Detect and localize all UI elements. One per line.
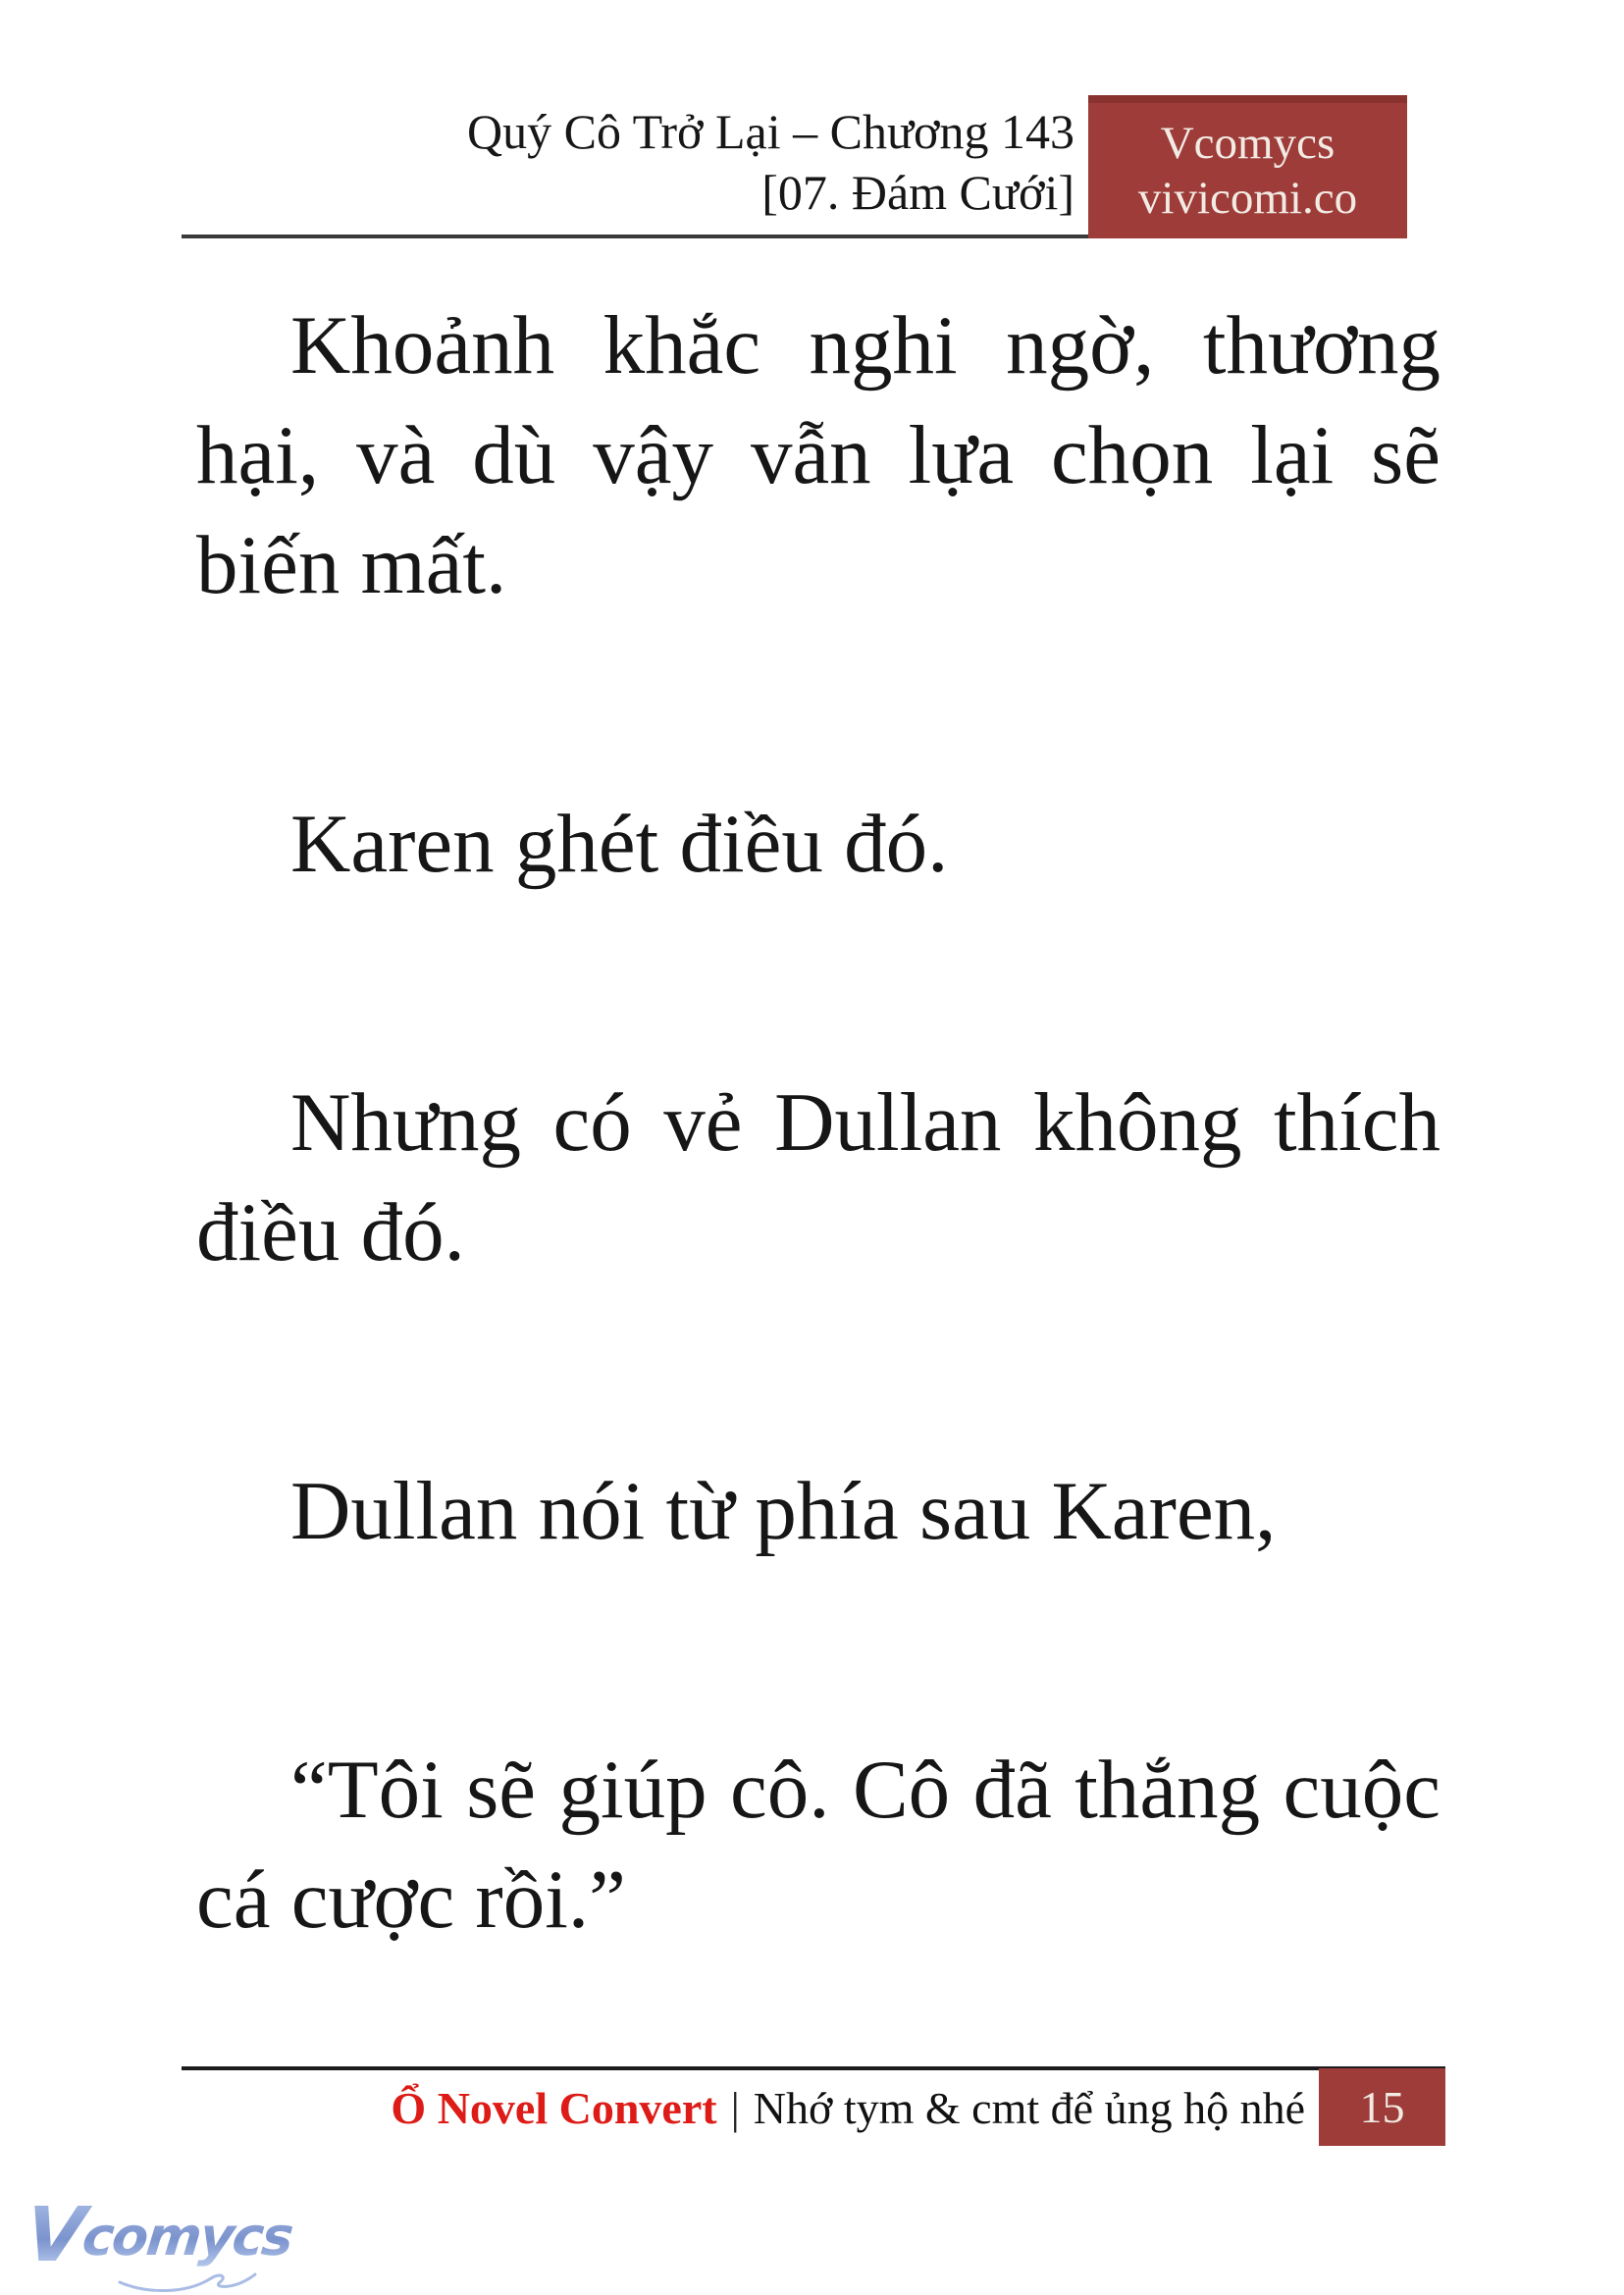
paragraph [196, 290, 1441, 620]
paragraph-line: cá cược rồi.” [196, 1853, 626, 1946]
paragraph [196, 789, 1441, 899]
brand-site: vivicomi.co [1137, 173, 1358, 224]
watermark-initial: V [21, 2191, 88, 2279]
chapter-title: Quý Cô Trở Lại – Chương 143 [467, 104, 1074, 159]
footer-message: Nhớ tym & cmt để ủng hộ nhé [753, 2083, 1305, 2133]
footer-separator: | [730, 2083, 740, 2133]
paragraph-line: hại, và dù vậy vẫn lựa chọn lại sẽ [196, 409, 1441, 501]
chapter-subtitle: [07. Đám Cưới] [761, 165, 1074, 220]
footer-brand: Ổ Novel Convert [391, 2083, 717, 2133]
chapter-header [467, 101, 1074, 223]
paragraph [196, 1456, 1441, 1566]
paragraph-line: Dullan nói từ phía sau Karen, [290, 1465, 1277, 1557]
vcomycs-watermark-logo [21, 2191, 295, 2279]
paragraph-line: Khoảnh khắc nghi ngờ, thương [290, 299, 1441, 391]
paragraph-line: “Tôi sẽ giúp cô. Cô đã thắng cuộc [290, 1744, 1441, 1836]
paragraph-line: Nhưng có vẻ Dullan không thích [290, 1076, 1441, 1169]
brand-name: Vcomycs [1160, 118, 1336, 169]
page-number: 15 [1359, 2082, 1405, 2132]
page-number-badge [1319, 2068, 1445, 2146]
paragraph-line: điều đó. [196, 1186, 465, 1278]
paragraph-line: biến mất. [196, 519, 507, 611]
footer-divider [182, 2066, 1445, 2070]
paragraph-line: Karen ghét điều đó. [290, 798, 949, 890]
watermark-swash-icon [118, 2265, 275, 2294]
paragraph [196, 1735, 1441, 1955]
footer-credit [391, 2080, 1305, 2137]
brand-badge [1088, 95, 1407, 238]
watermark-rest: comycs [79, 2206, 295, 2268]
paragraph [196, 1068, 1441, 1287]
body-text [196, 290, 1441, 1955]
